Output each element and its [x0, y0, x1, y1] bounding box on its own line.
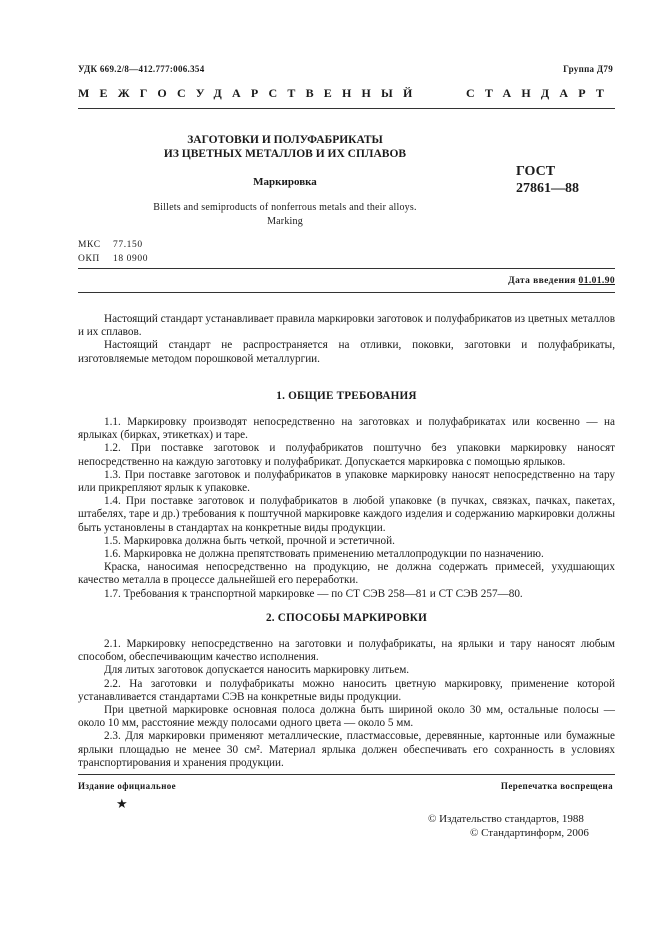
okp-label: ОКП: [78, 254, 100, 264]
section-1-paragraph: 1.3. При поставке заготовок и полуфабрикатов в упаковке маркировку наносят непосредственно на тару или прикрепляют ярлык к упаковке.: [78, 468, 615, 495]
title-line-1: ЗАГОТОВКИ И ПОЛУФАБРИКАТЫ: [187, 134, 383, 146]
section-2-paragraph: 2.1. Маркировку непосредственно на заготовки и полуфабрикаты, на ярлыки и тару наносят любым способом, обеспечивающим качество исполнения.: [78, 638, 615, 664]
footer-rule: [78, 774, 615, 775]
section-1-paragraph: 1.7. Требования к транспортной маркировке — по СТ СЭВ 258—81 и СТ СЭВ 257—80.: [104, 587, 523, 600]
title-line-2: ИЗ ЦВЕТНЫХ МЕТАЛЛОВ И ИХ СПЛАВОВ: [163, 148, 407, 160]
section-2-paragraph: 2.3. Для маркировки применяют металлические, пластмассовые, деревянные, картонные или бумажные ярлыки площадью не менее 30 см². Материал ярлыка должен обеспечивать его сохранность в условиях транспортирования и хранения продукции.: [78, 730, 615, 769]
introduction-date: [508, 276, 615, 286]
banner-interstate: МЕЖГОСУДАРСТВЕННЫЙ: [78, 86, 423, 100]
subtitle: Маркировка: [253, 176, 317, 188]
section-1-paragraph: 1.4. При поставке заготовок и полуфабрикатов в любой упаковке (в пучках, связках, пачках, пакетах, штабелях, таре и др.) требования к поштучной маркировке каждого изделия и содержанию маркировки должны быть установлены в стандартах на конкретные виды продукции.: [78, 495, 615, 534]
mks-label: МКС: [78, 240, 101, 250]
copyright-line-1: © Издательство стандартов, 1988: [428, 813, 584, 825]
intro-paragraph: Настоящий стандарт устанавливает правила маркировки заготовок и полуфабрикатов из цветных металлов и их сплавов.: [78, 313, 615, 339]
section-1-paragraph: 1.1. Маркировку производят непосредственно на заготовках и полуфабрикатах или косвенно — на ярлыках (бирках, этикетках) и таре.: [78, 416, 615, 442]
intro-paragraph: Настоящий стандарт не распространяется на отливки, поковки, заготовки и полуфабрикаты, изготовляемые методом порошковой металлургии.: [78, 339, 615, 365]
section-1-paragraph: Краска, наносимая непосредственно на продукцию, не должна содержать примесей, ухудшающих качество металла в процессе дальнейшей его переработки.: [78, 561, 615, 587]
star-icon: ★: [116, 796, 128, 811]
section-2-title: 2. СПОСОБЫ МАРКИРОВКИ: [266, 612, 427, 624]
official-edition: Издание официальное: [78, 781, 177, 791]
section-1-paragraph: 1.6. Маркировка не должна препятствовать применению металлопродукции по назначению.: [104, 548, 544, 561]
gost-label: ГОСТ: [516, 164, 556, 179]
codes-rule: [78, 268, 615, 269]
gost-number: 27861—88: [516, 181, 579, 196]
group-code: Группа Д79: [563, 64, 613, 74]
introduction-date-value: 01.01.90: [578, 276, 615, 286]
section-1-title: 1. ОБЩИЕ ТРЕБОВАНИЯ: [276, 390, 417, 402]
section-1-paragraph: 1.2. При поставке заготовок и полуфабрикатов поштучно без упаковки маркировку наносят непосредственно на каждую заготовку и полуфабрикат. Допускается маркировка с помощью ярлыков.: [78, 442, 615, 468]
reprint-prohibited: Перепечатка воспрещена: [500, 781, 613, 791]
copyright-line-2: © Стандартинформ, 2006: [470, 827, 589, 839]
section-1-text: [78, 416, 615, 601]
english-title-2: Marking: [267, 216, 303, 227]
section-2-text: [78, 638, 615, 770]
section-2-paragraph: При цветной маркировке основная полоса должна быть шириной около 30 мм, остальные полосы — около 10 мм, расстояние между полосами одного цвета — около 5 мм.: [78, 704, 615, 730]
banner-standard: СТАНДАРТ: [466, 86, 615, 100]
section-2-paragraph: Для литых заготовок допускается наносить маркировку литьем.: [104, 664, 410, 677]
section-2-paragraph: 2.2. На заготовки и полуфабрикаты можно наносить цветную маркировку, применение которой устанавливается стандартами СЭВ на конкретные виды продукции.: [78, 677, 615, 703]
okp-value: 18 0900: [113, 254, 149, 264]
introduction-date-label: Дата введения: [508, 276, 576, 286]
section-1-paragraph: 1.5. Маркировка должна быть четкой, прочной и эстетичной.: [104, 534, 395, 547]
date-rule: [78, 292, 615, 293]
header-rule: [78, 108, 615, 109]
english-title-1: Billets and semiproducts of nonferrous metals and their alloys.: [153, 202, 417, 213]
mks-value: 77.150: [113, 240, 143, 250]
introduction-text: [78, 313, 615, 366]
udk-code: УДК 669.2/8—412.777:006.354: [78, 64, 205, 74]
